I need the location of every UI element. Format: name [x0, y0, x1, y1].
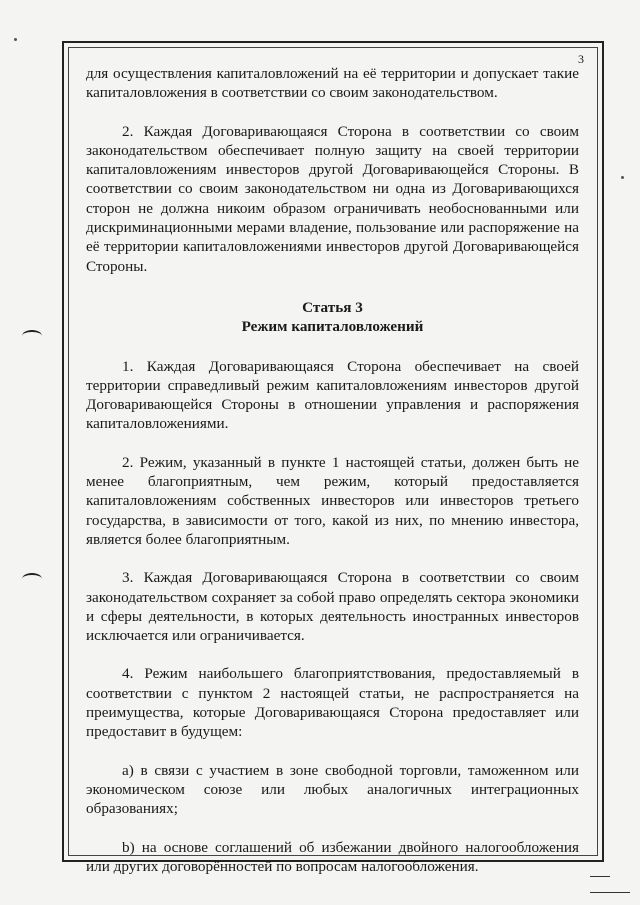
page-number: 3 [578, 52, 584, 66]
scan-mark [590, 892, 630, 893]
article-title: Статья 3 [302, 298, 363, 316]
paragraph: а) в связи с участием в зоне свободной торговли, таможенном или экономическом союзе или любых аналогичных интеграционных образованиях; [86, 761, 579, 818]
document-body [86, 64, 579, 876]
margin-mark [22, 330, 42, 342]
scan-dot [14, 38, 17, 41]
article-subtitle: Режим капиталовложений [241, 318, 424, 336]
paragraph: 2. Каждая Договаривающаяся Сторона в соответствии со своим законодательством обеспечивает полную защиту на своей территории капиталовложениям инвесторов другой Договаривающейся Стороны. В соответствии со своим законодательством ни одна из Договаривающихся сторон не должна никоим образом ограничивать необоснованными или дискриминационными мерами владение, пользование или распоряжение на её территории капиталовложениями инвесторов другой Договаривающейся Стороны. [86, 122, 579, 275]
margin-mark [22, 573, 42, 585]
paragraph: 4. Режим наибольшего благоприятствования, предоставляемый в соответствии с пунктом 2 настоящей статьи, не распространяется на преимущества, которые Договаривающаяся Сторона предоставляет или предоставит в будущем: [86, 665, 579, 741]
paragraph: b) на основе соглашений об избежании двойного налогообложения или других договорённостей по вопросам налогообложения. [86, 838, 579, 875]
scan-dot [621, 176, 624, 179]
article-heading [86, 298, 579, 337]
scan-mark [590, 876, 610, 877]
paragraph: для осуществления капиталовложений на её территории и допускает такие капиталовложения в соответствии со своим законодательством. [86, 65, 579, 102]
paragraph: 3. Каждая Договаривающаяся Сторона в соответствии со своим законодательством сохраняет за собой право определять сектора экономики и сферы деятельности, в которых деятельность иностранных инвесторов исключается или ограничивается. [86, 569, 579, 645]
paragraph: 2. Режим, указанный в пункте 1 настоящей статьи, должен быть не менее благоприятным, чем режим, который предоставляется капиталовложениям собственных инвесторов или инвесторов третьего государства, в зависимости от того, какой из них, по мнению инвестора, является более благоприятным. [86, 453, 579, 548]
paragraph: 1. Каждая Договаривающаяся Сторона обеспечивает на своей территории справедливый режим капиталовложениям инвесторов другой Договаривающейся Стороны в отношении управления и распоряжения капиталовложениями. [86, 357, 579, 433]
